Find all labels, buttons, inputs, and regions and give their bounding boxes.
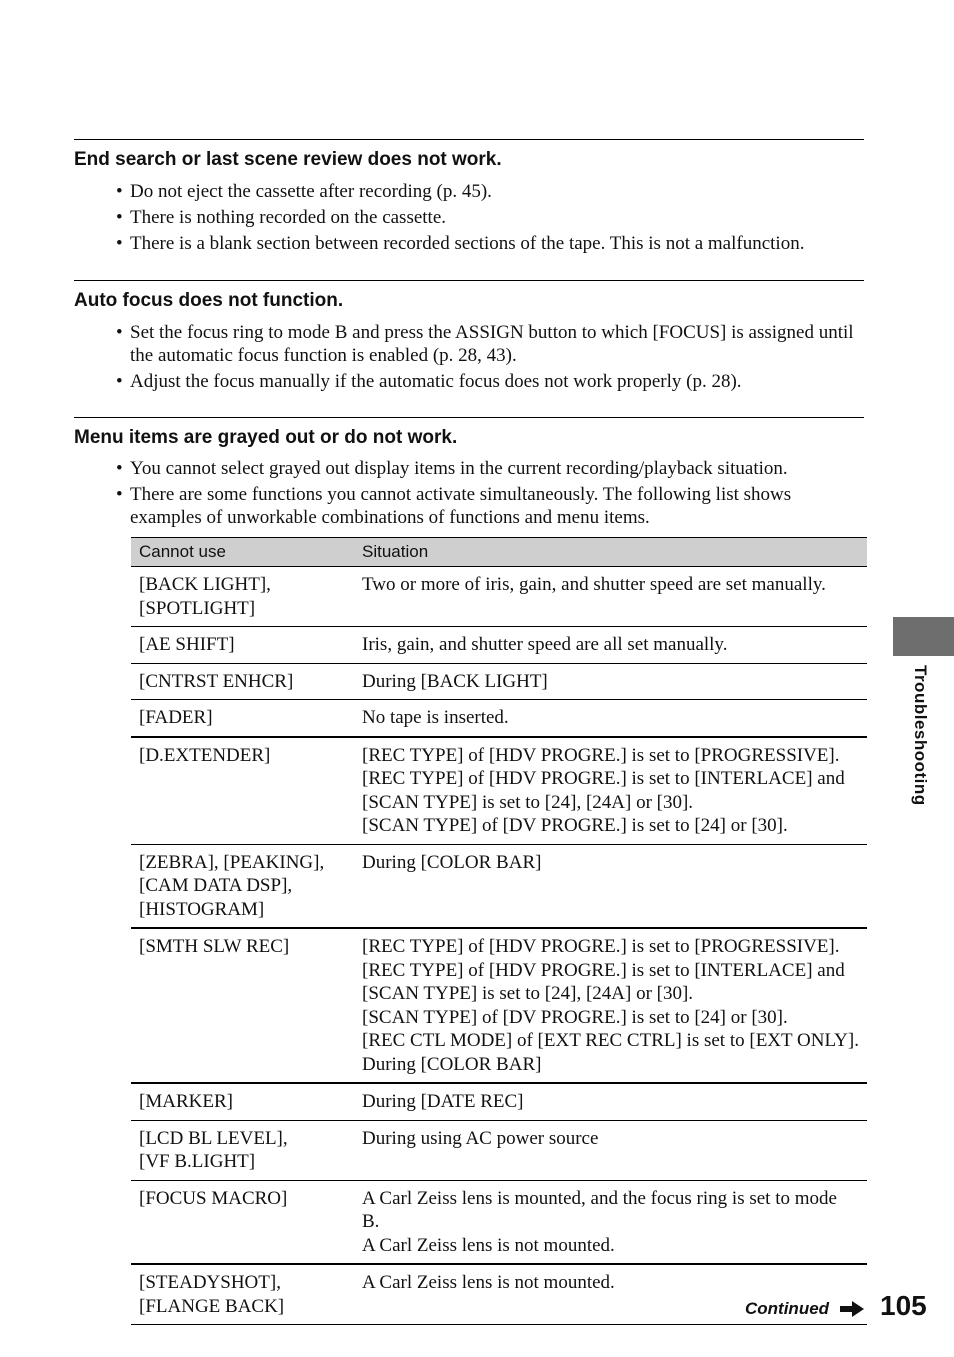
table-row [131, 928, 867, 1083]
unworkable-combinations-table [131, 537, 867, 1325]
cell-situation: A Carl Zeiss lens is mounted, and the focus ring is set to mode B. A Carl Zeiss lens is not mounted. [354, 1180, 867, 1264]
table-row [131, 1083, 867, 1120]
column-header-situation: Situation [354, 538, 867, 567]
list-item: • There is nothing recorded on the cassette. [130, 206, 864, 229]
cell-cannot-use: [FOCUS MACRO] [131, 1180, 354, 1264]
section-heading: Menu items are grayed out or do not work. [74, 427, 458, 448]
table-row [131, 737, 867, 845]
cell-situation: Iris, gain, and shutter speed are all set manually. [354, 627, 867, 664]
table-row [131, 627, 867, 664]
cell-situation: [REC TYPE] of [HDV PROGRE.] is set to [PROGRESSIVE]. [REC TYPE] of [HDV PROGRE.] is set to [INTERLACE] and [SCAN TYPE] is set to [24], [24A] or [30]. [SCAN TYPE] of [DV PROGRE.] is set to [24] or [30]. [354, 737, 867, 845]
chapter-tab [893, 617, 954, 656]
cell-situation: During [COLOR BAR] [354, 844, 867, 928]
bullet-list [116, 180, 864, 258]
cell-cannot-use: [AE SHIFT] [131, 627, 354, 664]
cell-cannot-use: [CNTRST ENHCR] [131, 663, 354, 700]
bullet-list [116, 321, 864, 396]
list-item: • Set the focus ring to mode B and press the ASSIGN button to which [FOCUS] is assigned until the automatic focus function is enabled (p. 28, 43). [130, 321, 864, 367]
list-item: • There is a blank section between recorded sections of the tape. This is not a malfunction. [130, 232, 864, 255]
table-row [131, 663, 867, 700]
cell-cannot-use: [BACK LIGHT], [SPOTLIGHT] [131, 567, 354, 627]
page-number: 105 [880, 1290, 927, 1321]
section-auto-focus [74, 280, 864, 417]
list-item: • Do not eject the cassette after recording (p. 45). [130, 180, 864, 203]
table-row [131, 700, 867, 737]
bullet-list [116, 457, 864, 532]
table-row [131, 844, 867, 928]
continued-label: Continued [745, 1299, 830, 1318]
cell-situation: [REC TYPE] of [HDV PROGRE.] is set to [PROGRESSIVE]. [REC TYPE] of [HDV PROGRE.] is set to [INTERLACE] and [SCAN TYPE] is set to [24], [24A] or [30]. [SCAN TYPE] of [DV PROGRE.] is set to [24] or [30]. [REC CTL MODE] of [EXT REC CTRL] is set to [EXT ONLY]. During [COLOR BAR] [354, 928, 867, 1083]
cell-cannot-use: [MARKER] [131, 1083, 354, 1120]
table-row [131, 1120, 867, 1180]
table-row [131, 1180, 867, 1264]
cell-cannot-use: [FADER] [131, 700, 354, 737]
cell-situation: No tape is inserted. [354, 700, 867, 737]
cell-situation: During [BACK LIGHT] [354, 663, 867, 700]
section-end-search [74, 139, 864, 280]
list-item: • There are some functions you cannot activate simultaneously. The following list shows examples of unworkable combinations of functions and menu items. [130, 483, 864, 529]
cell-situation: During [DATE REC] [354, 1083, 867, 1120]
chapter-label: Troubleshooting [911, 665, 930, 806]
cell-situation: A Carl Zeiss lens is not mounted. [354, 1264, 867, 1325]
section-heading: End search or last scene review does not work. [74, 149, 502, 170]
list-item: • You cannot select grayed out display items in the current recording/playback situation. [130, 457, 864, 480]
column-header-cannot-use: Cannot use [131, 538, 354, 567]
table-header-row [131, 538, 867, 567]
table-row [131, 567, 867, 627]
cell-cannot-use: [SMTH SLW REC] [131, 928, 354, 1083]
cell-cannot-use: [ZEBRA], [PEAKING], [CAM DATA DSP], [HISTOGRAM] [131, 844, 354, 928]
cell-cannot-use: [STEADYSHOT], [FLANGE BACK] [131, 1264, 354, 1325]
section-heading: Auto focus does not function. [74, 290, 344, 311]
right-arrow-icon [840, 1301, 864, 1317]
cell-situation: During using AC power source [354, 1120, 867, 1180]
list-item: • Adjust the focus manually if the automatic focus does not work properly (p. 28). [130, 370, 864, 393]
section-menu-items [74, 417, 864, 533]
cell-situation: Two or more of iris, gain, and shutter speed are set manually. [354, 567, 867, 627]
cell-cannot-use: [LCD BL LEVEL], [VF B.LIGHT] [131, 1120, 354, 1180]
cell-cannot-use: [D.EXTENDER] [131, 737, 354, 845]
